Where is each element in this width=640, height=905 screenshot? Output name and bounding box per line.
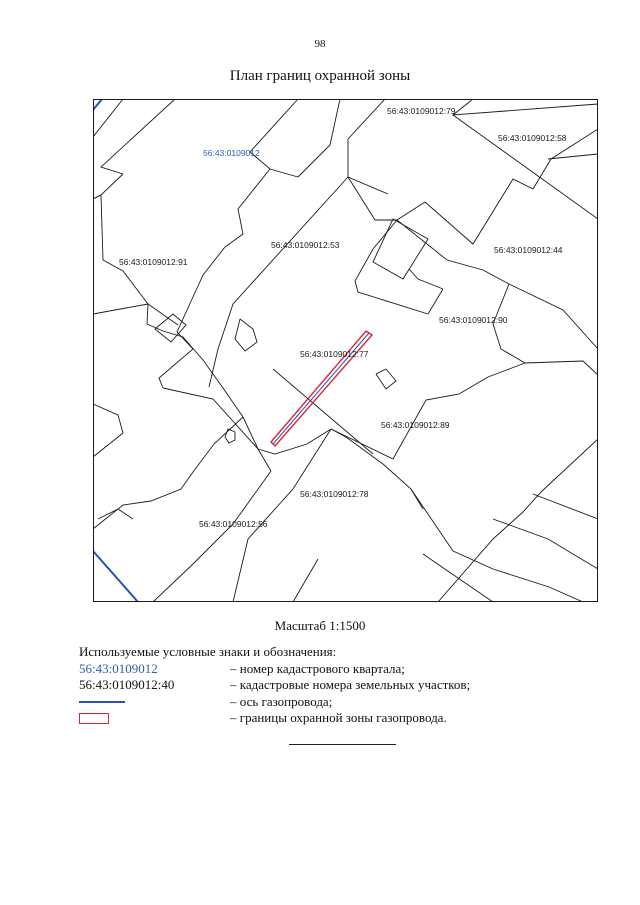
cadastral-map — [93, 99, 598, 602]
legend-desc-quarter: – номер кадастрового квартала; — [230, 660, 405, 676]
quarter-boundary-line — [93, 99, 102, 110]
end-rule — [289, 744, 396, 745]
parcel-label-79: 56:43:0109012:79 — [387, 106, 456, 116]
parcel-label-58: 56:43:0109012:58 — [498, 133, 567, 143]
legend-desc-protection-zone: – границы охранной зоны газопровода. — [230, 710, 447, 725]
legend-desc-gas-axis: – ось газопровода; — [230, 693, 333, 709]
parcel-label-90: 56:43:0109012:90 — [439, 315, 508, 325]
map-scale: Масштаб 1:1500 — [274, 618, 366, 633]
legend-item-parcel — [79, 677, 599, 694]
legend-desc-parcel: – кадастровые номера земельных участков; — [230, 677, 471, 692]
legend-heading: Используемые условные знаки и обозначения: — [79, 644, 337, 659]
legend-key-parcel: 56:43:0109012:40 — [79, 677, 175, 692]
legend-item-quarter — [79, 661, 599, 678]
parcel-label-77: 56:43:0109012:77 — [300, 349, 369, 359]
plan-title: План границ охранной зоны — [229, 68, 411, 84]
parcel-label-44: 56:43:0109012:44 — [494, 245, 563, 255]
parcel-label-53: 56:43:0109012:53 — [271, 240, 340, 250]
quarter-boundary-line — [93, 551, 138, 602]
protection-zone-rect-symbol — [79, 713, 109, 724]
legend-item-protection-zone — [79, 710, 599, 727]
quarter-label: 56:43:0109012 — [203, 148, 260, 158]
parcel-label-89: 56:43:0109012:89 — [381, 420, 450, 430]
legend-item-gas-axis — [79, 694, 599, 711]
page-number: 98 — [314, 38, 326, 50]
parcel-label-56: 56:43:0109012:56 — [199, 519, 268, 529]
parcel-label-78: 56:43:0109012:78 — [300, 489, 369, 499]
legend — [79, 644, 599, 727]
gas-axis-line-symbol — [79, 701, 125, 703]
parcel-label-91: 56:43:0109012:91 — [119, 257, 188, 267]
legend-key-quarter: 56:43:0109012 — [79, 660, 158, 676]
